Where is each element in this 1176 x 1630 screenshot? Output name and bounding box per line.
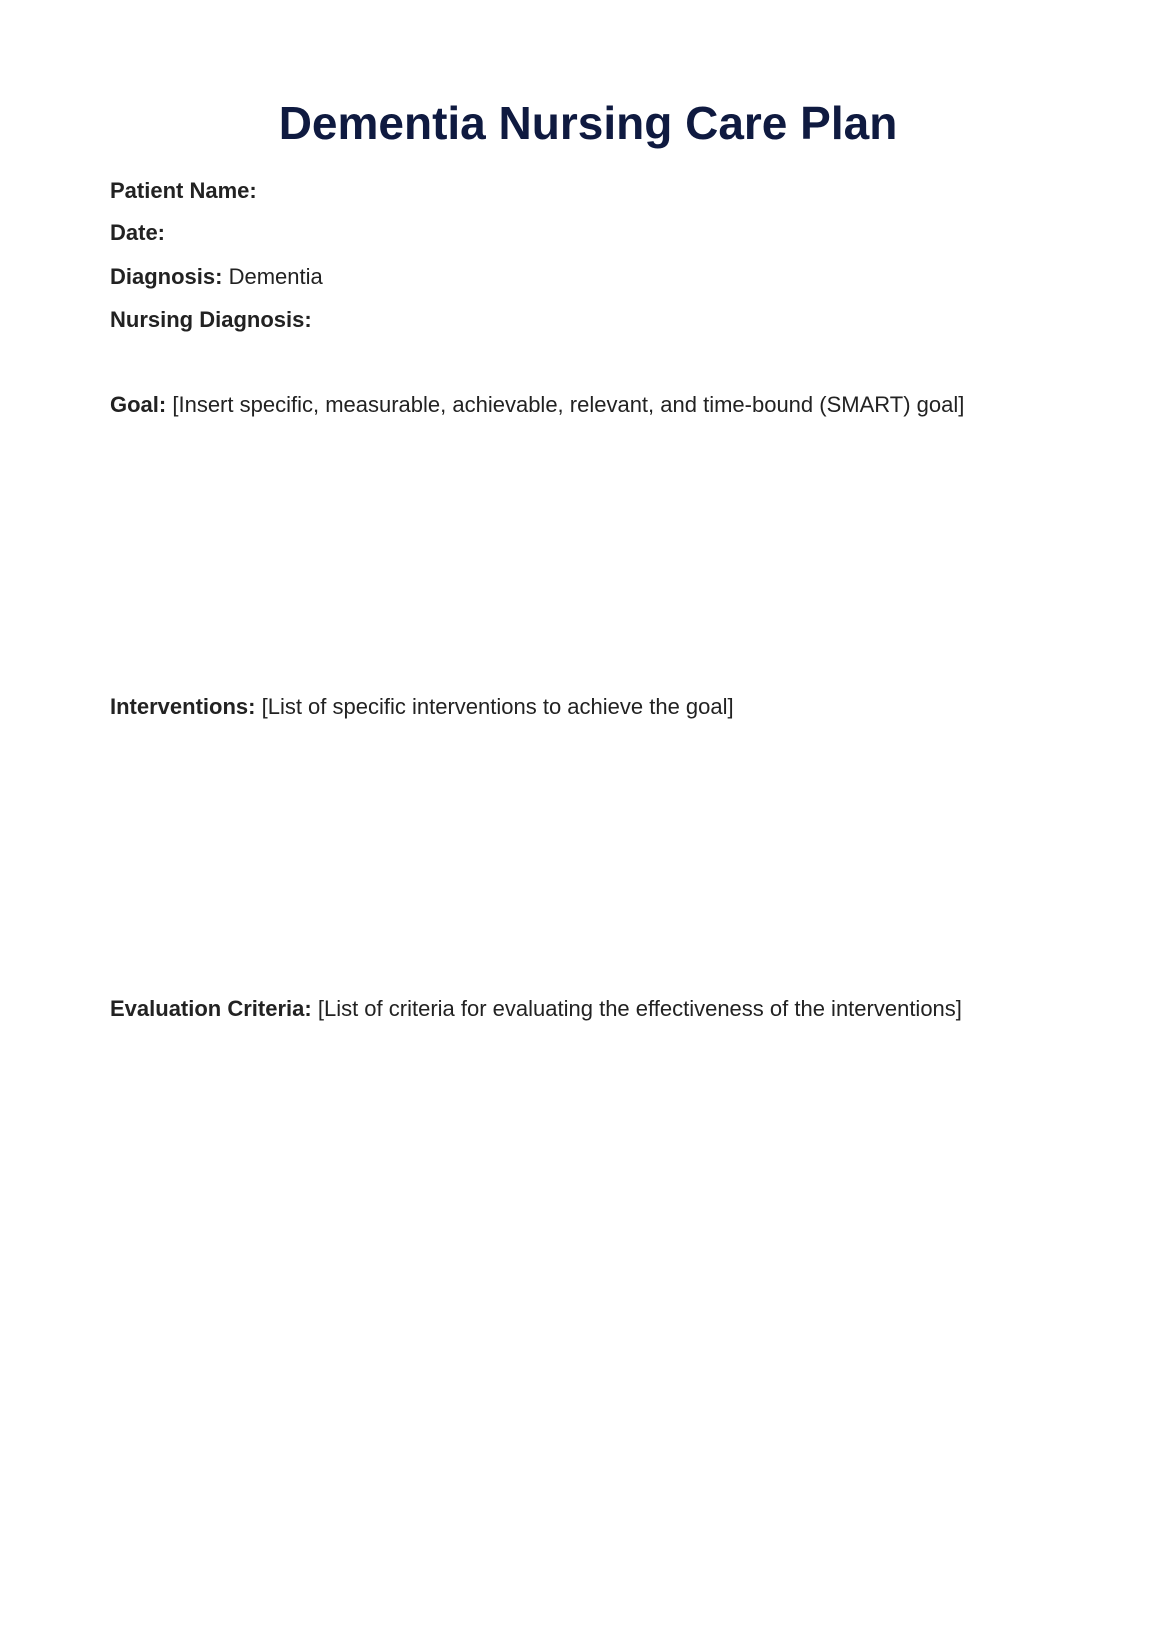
diagnosis-value: Dementia: [228, 264, 323, 289]
evaluation-criteria-text: [List of criteria for evaluating the effectiveness of the interventions]: [317, 996, 962, 1021]
interventions-text: [List of specific interventions to achieve the goal]: [261, 694, 734, 719]
evaluation-criteria-label: Evaluation Criteria:: [110, 996, 312, 1021]
goal-text: [Insert specific, measurable, achievable, relevant, and time-bound (SMART) goal]: [172, 392, 965, 417]
date-field: [110, 218, 165, 248]
patient-name-label: Patient Name:: [110, 178, 257, 203]
nursing-diagnosis-field: [110, 305, 312, 335]
goal-label: Goal:: [110, 392, 167, 417]
interventions-label: Interventions:: [110, 694, 256, 719]
evaluation-criteria-section: [110, 994, 962, 1024]
patient-name-field: [110, 176, 257, 206]
interventions-section: [110, 692, 734, 722]
diagnosis-label: Diagnosis:: [110, 264, 223, 289]
diagnosis-field: [110, 262, 323, 292]
date-label: Date:: [110, 220, 166, 245]
page-title: Dementia Nursing Care Plan: [278, 97, 898, 149]
goal-section: [110, 390, 964, 420]
nursing-diagnosis-label: Nursing Diagnosis:: [110, 307, 312, 332]
